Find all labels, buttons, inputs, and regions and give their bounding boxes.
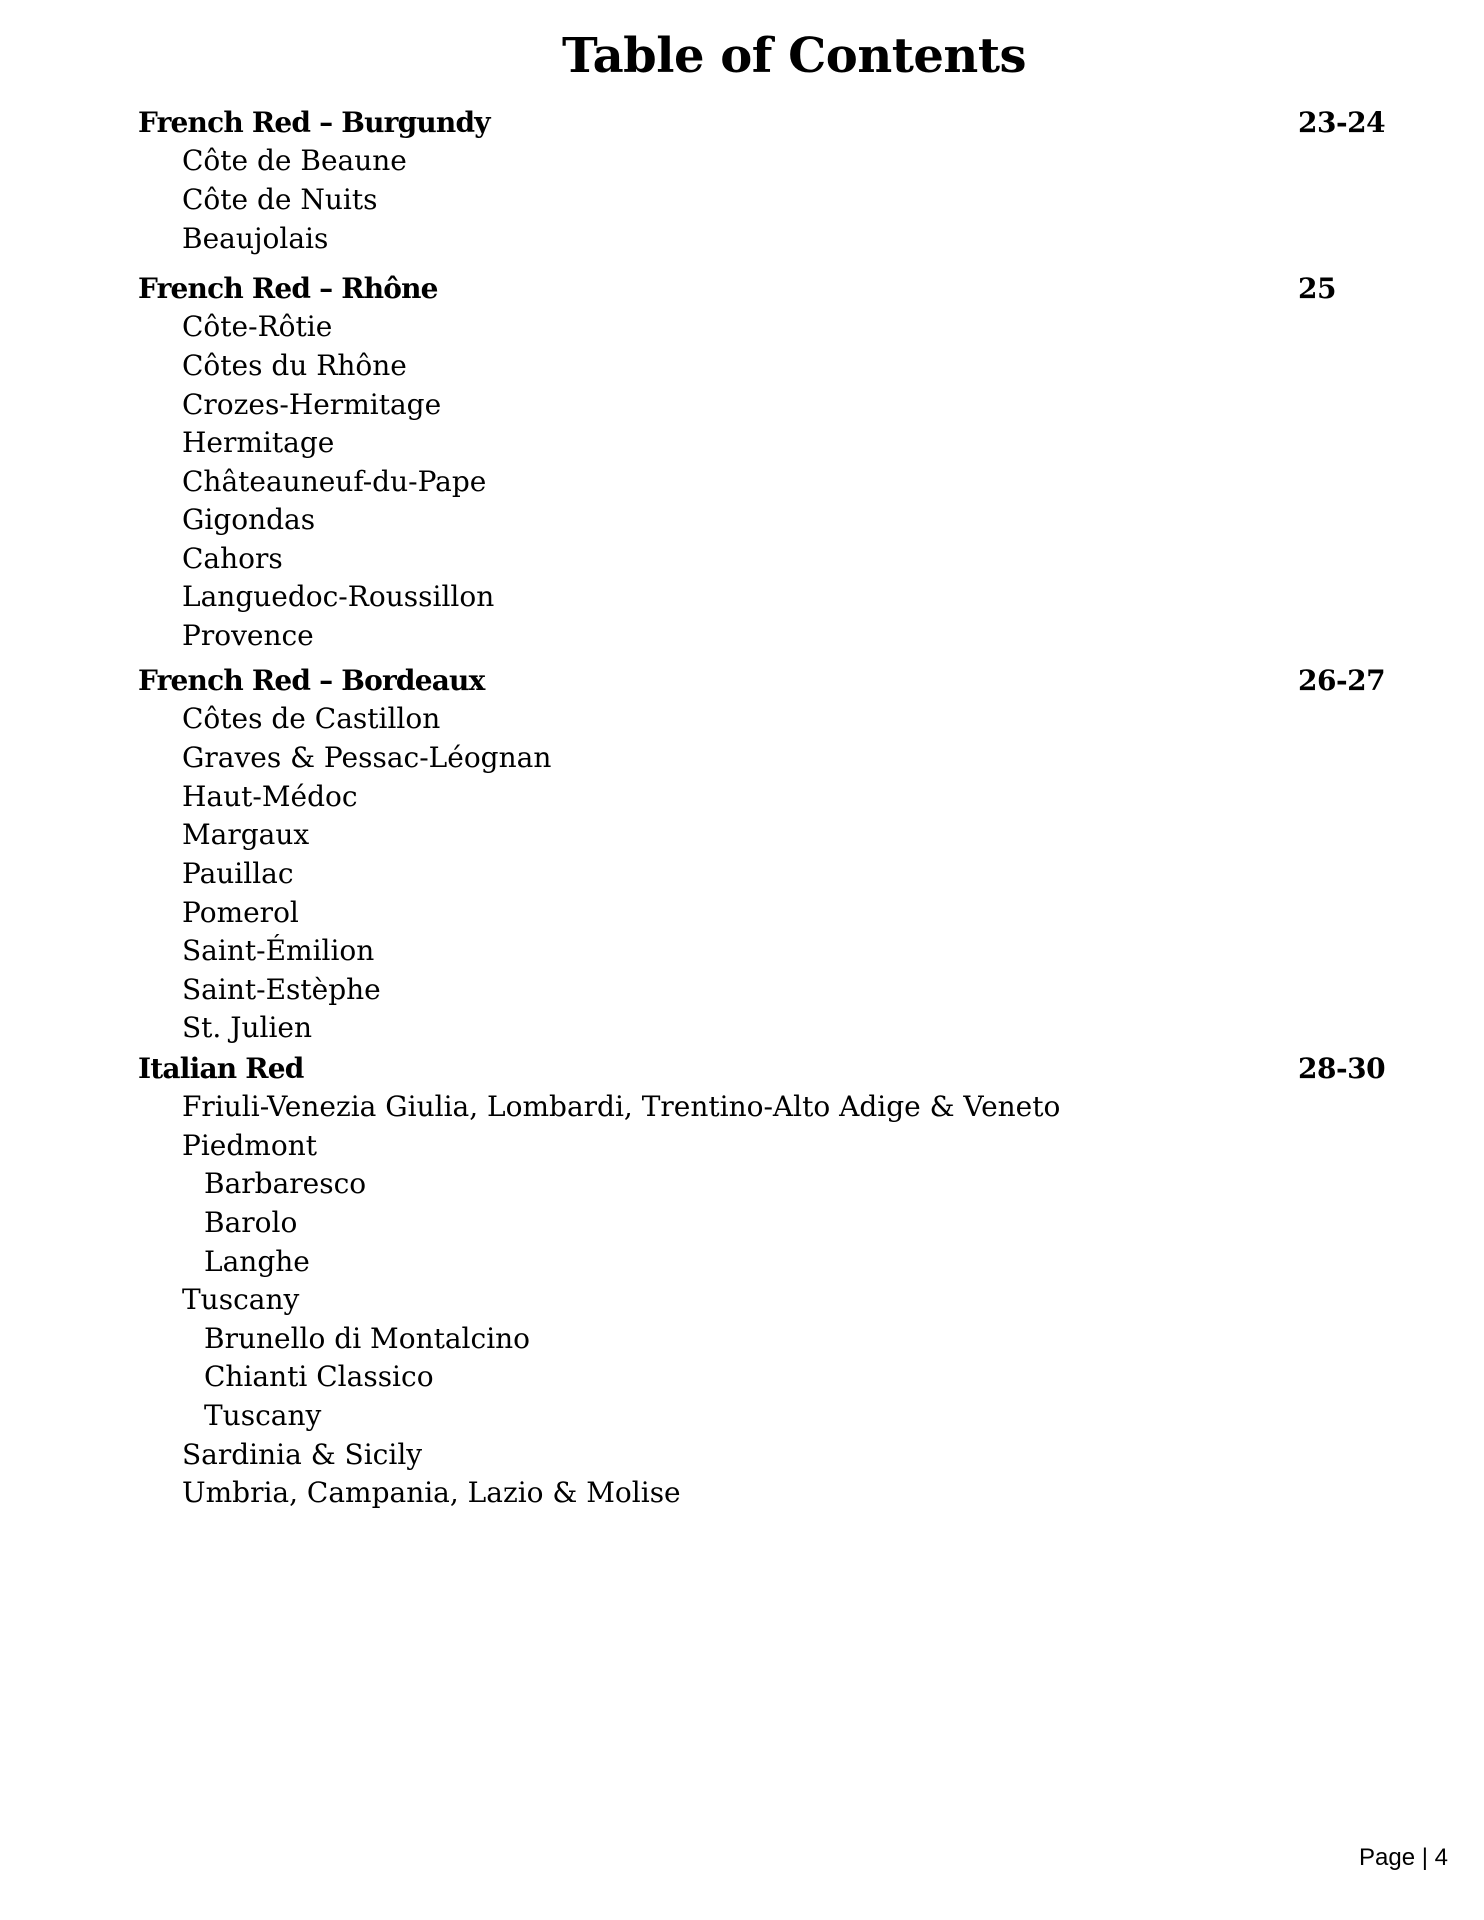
toc-subitem[interactable]: Tuscany	[204, 1399, 322, 1432]
toc-item[interactable]: Côtes de Castillon	[182, 702, 441, 735]
page-footer: Page | 4	[1359, 1844, 1448, 1871]
toc-item[interactable]: Tuscany	[182, 1283, 300, 1316]
toc-item[interactable]: St. Julien	[182, 1011, 313, 1044]
section-pages-bordeaux: 26-27	[1298, 664, 1386, 697]
toc-subitem[interactable]: Barolo	[204, 1206, 298, 1239]
toc-item[interactable]: Côte de Nuits	[182, 183, 378, 216]
toc-item[interactable]: Hermitage	[182, 426, 335, 459]
toc-item[interactable]: Côtes du Rhône	[182, 349, 407, 382]
toc-item[interactable]: Châteauneuf-du-Pape	[182, 465, 487, 498]
toc-item[interactable]: Pauillac	[182, 857, 294, 890]
toc-item[interactable]: Languedoc-Roussillon	[182, 580, 495, 613]
toc-item[interactable]: Provence	[182, 619, 314, 652]
toc-subitem[interactable]: Chianti Classico	[204, 1360, 434, 1393]
toc-subitem[interactable]: Barbaresco	[204, 1167, 367, 1200]
toc-subitem[interactable]: Brunello di Montalcino	[204, 1322, 531, 1355]
toc-subitem[interactable]: Langhe	[204, 1245, 310, 1278]
toc-item[interactable]: Cahors	[182, 542, 283, 575]
section-pages-italian-red: 28-30	[1298, 1052, 1386, 1085]
toc-item[interactable]: Côte de Beaune	[182, 144, 407, 177]
toc-item[interactable]: Sardinia & Sicily	[182, 1438, 423, 1471]
toc-item[interactable]: Umbria, Campania, Lazio & Molise	[182, 1476, 681, 1509]
section-heading-rhone[interactable]: French Red – Rhône	[138, 272, 438, 305]
toc-item[interactable]: Pomerol	[182, 896, 299, 929]
section-pages-burgundy: 23-24	[1298, 106, 1386, 139]
section-heading-italian-red[interactable]: Italian Red	[138, 1052, 304, 1085]
toc-item[interactable]: Friuli-Venezia Giulia, Lombardi, Trentino-Alto Adige & Veneto	[182, 1090, 1061, 1123]
toc-item[interactable]: Haut-Médoc	[182, 780, 358, 813]
toc-item[interactable]: Beaujolais	[182, 222, 329, 255]
toc-item[interactable]: Piedmont	[182, 1129, 317, 1162]
toc-item[interactable]: Gigondas	[182, 503, 316, 536]
section-pages-rhone: 25	[1298, 272, 1336, 305]
toc-item[interactable]: Graves & Pessac-Léognan	[182, 741, 552, 774]
section-heading-bordeaux[interactable]: French Red – Bordeaux	[138, 664, 485, 697]
toc-item[interactable]: Crozes-Hermitage	[182, 388, 442, 421]
toc-item[interactable]: Margaux	[182, 818, 310, 851]
toc-item[interactable]: Saint-Émilion	[182, 934, 375, 967]
page-title: Table of Contents	[561, 28, 1027, 84]
toc-item[interactable]: Côte-Rôtie	[182, 310, 333, 343]
toc-item[interactable]: Saint-Estèphe	[182, 973, 381, 1006]
section-heading-burgundy[interactable]: French Red – Burgundy	[138, 106, 490, 139]
